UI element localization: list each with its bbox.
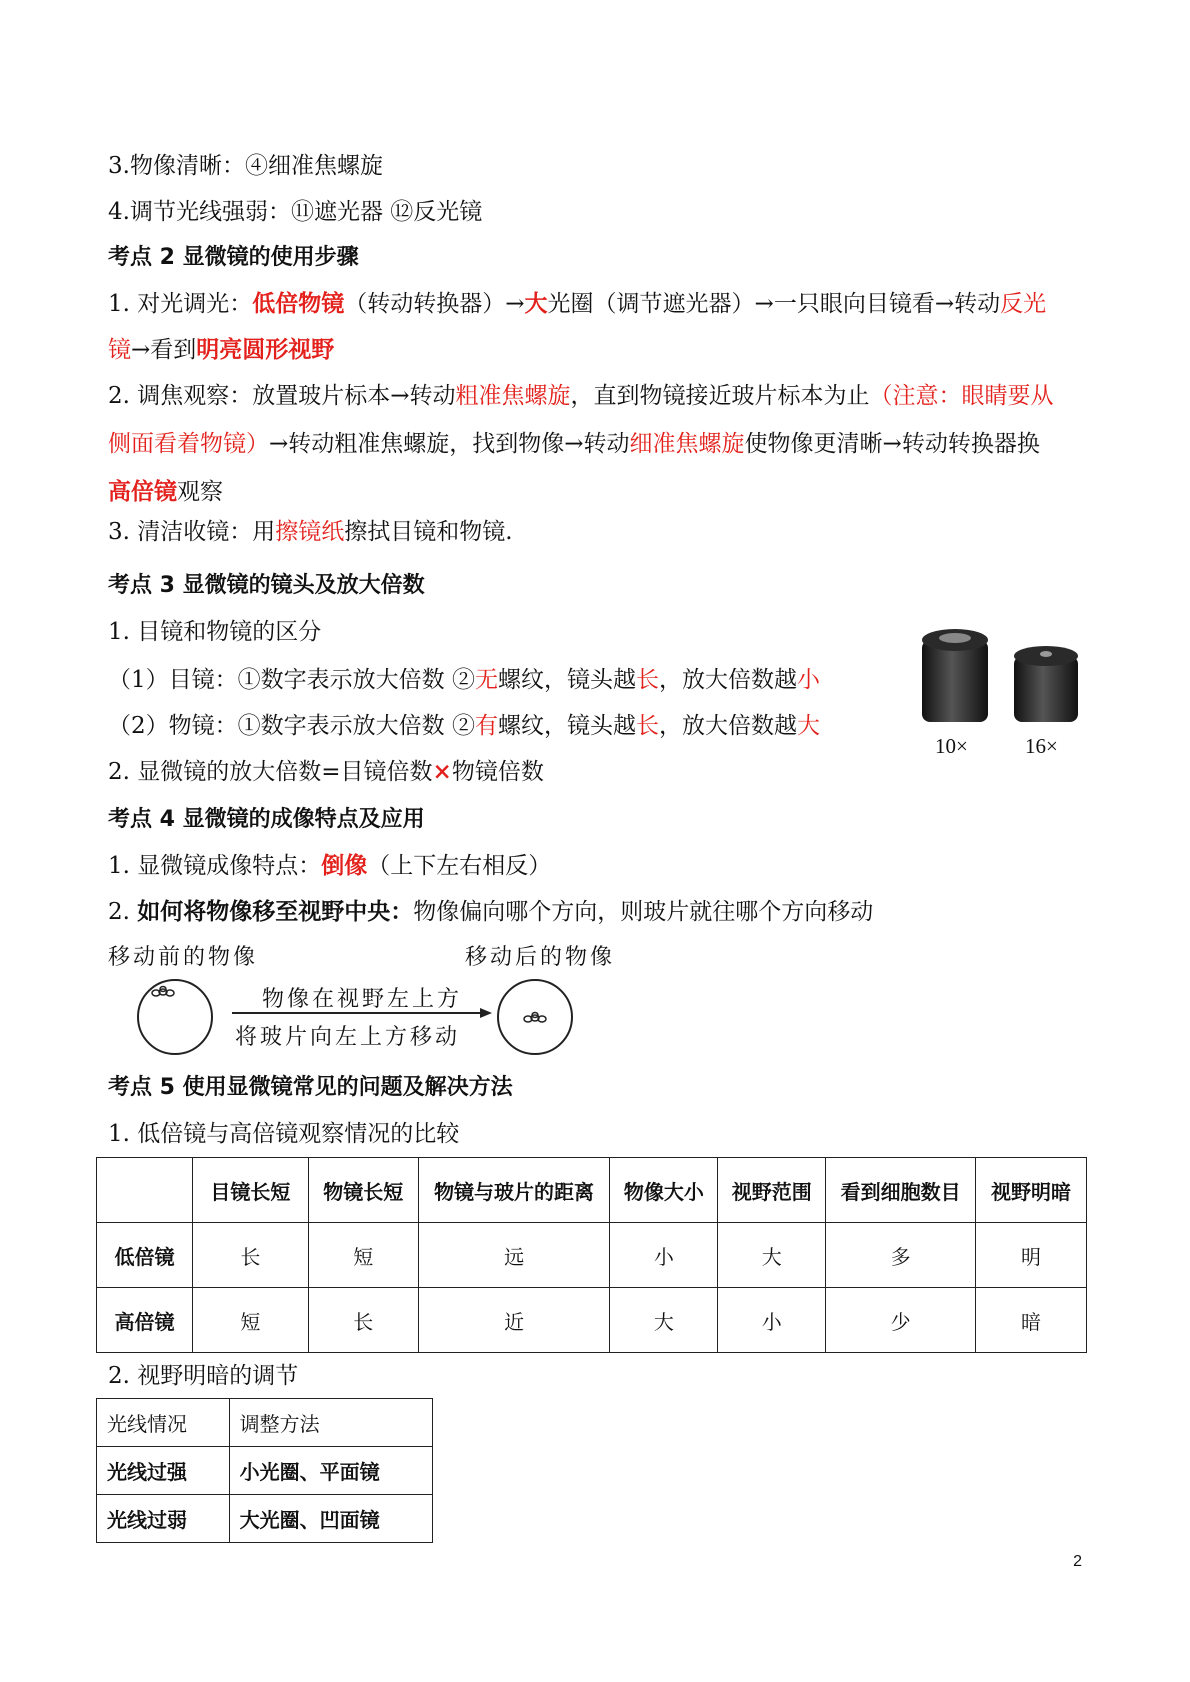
sec3-magnification: [108, 756, 544, 788]
highlight: 长: [635, 713, 659, 739]
table-cell: 远: [418, 1223, 610, 1288]
table-row: [97, 1495, 433, 1543]
text: （1）目镜：①数字表示放大倍数 ②: [108, 667, 475, 693]
text: ，放大倍数越: [658, 713, 797, 739]
sec3-eyepiece: [108, 664, 820, 696]
text: （上下左右相反）: [367, 853, 552, 879]
table-cell: 多: [826, 1223, 976, 1288]
eyepiece-10x-icon: [922, 629, 988, 722]
highlight: 大: [796, 713, 820, 739]
sec3-objective: [108, 710, 820, 742]
table-row: [97, 1223, 1087, 1288]
table-header-cell: 物镜长短: [308, 1158, 418, 1223]
line-light-adjust: 4.调节光线强弱：⑪遮光器 ⑫反光镜: [108, 199, 483, 225]
row-header: 高倍镜: [97, 1288, 193, 1353]
arrow-label-bottom: 将玻片向左上方移动: [235, 1025, 461, 1050]
text: 2.: [108, 899, 138, 925]
table-cell: 长: [308, 1288, 418, 1353]
highlight: 大: [524, 290, 548, 317]
table-cell: 光线过弱: [97, 1495, 230, 1543]
sec2-step2-end: [108, 476, 223, 508]
text: ，放大倍数越: [658, 667, 797, 693]
table-header-cell: 物像大小: [610, 1158, 718, 1223]
sec2-step2: [108, 380, 1054, 412]
highlight: 擦镜纸: [275, 519, 345, 545]
section5-title: 考点 5 使用显微镜常见的问题及解决方法: [108, 1075, 513, 1100]
table-cell: 大: [610, 1288, 718, 1353]
sec5-line2: 2. 视野明暗的调节: [108, 1363, 299, 1389]
lens-label-16x: 16×: [1025, 734, 1058, 758]
brightness-adjust-table: [96, 1398, 433, 1543]
highlight: 高倍镜: [108, 478, 177, 505]
text: 物镜倍数: [451, 759, 544, 785]
highlight: 明亮圆形视野: [196, 336, 335, 363]
table-cell: 短: [308, 1223, 418, 1288]
highlight: 细准焦螺旋: [629, 431, 745, 457]
table-row: [97, 1288, 1087, 1353]
table-header-cell: 目镜长短: [192, 1158, 308, 1223]
highlight: 侧面看着物镜）: [108, 431, 269, 457]
label-after: 移动后的物像: [465, 945, 616, 970]
table-cell: 大光圈、凹面镜: [229, 1495, 432, 1543]
highlight: 无: [474, 667, 498, 693]
arrow-label-top: 物像在视野左上方: [262, 987, 463, 1012]
table-cell: 近: [418, 1288, 610, 1353]
text: 光圈（调节遮光器）→一只眼向目镜看→转动: [547, 291, 1001, 317]
highlight: 长: [635, 667, 659, 693]
table-header-row: [97, 1158, 1087, 1223]
table-cell: 小: [610, 1223, 718, 1288]
text: 物像偏向哪个方向，则玻片就往哪个方向移动: [413, 899, 874, 925]
table-cell: 少: [826, 1288, 976, 1353]
multiply-sign: ×: [432, 758, 452, 785]
text: （转动转换器）→: [344, 291, 525, 317]
text: 2. 显微镜的放大倍数=目镜倍数: [108, 759, 433, 785]
eyepiece-16x-icon: [1014, 646, 1078, 722]
table-header-cell: 视野范围: [718, 1158, 826, 1223]
table-cell: 暗: [976, 1288, 1087, 1353]
sec4-line1: [108, 850, 551, 882]
text: →看到: [131, 337, 197, 363]
row-header: 低倍镜: [97, 1223, 193, 1288]
table-row: [97, 1447, 433, 1495]
table-header-cell: 调整方法: [229, 1399, 432, 1447]
table-cell: 长: [192, 1223, 308, 1288]
table-header-cell: 视野明暗: [976, 1158, 1087, 1223]
text: ，直到物镜接近玻片标本为止: [570, 383, 870, 409]
sec2-step2-cont: [108, 428, 1040, 460]
highlight: 低倍物镜: [252, 290, 345, 317]
text: 观察: [177, 479, 223, 505]
text: →转动粗准焦螺旋，找到物像→转动: [269, 431, 630, 457]
sec3-line1: 1. 目镜和物镜的区分: [108, 619, 322, 645]
highlight: （注意：眼睛要从: [869, 383, 1054, 409]
text: 1. 显微镜成像特点：: [108, 853, 322, 879]
text: （2）物镜：①数字表示放大倍数 ②: [108, 713, 475, 739]
field-before-icon: [138, 980, 212, 1054]
highlight: 有: [474, 713, 498, 739]
highlight: 倒像: [321, 852, 368, 879]
table-cell: 明: [976, 1223, 1087, 1288]
highlight: 反光: [1000, 291, 1047, 317]
highlight: 小: [796, 667, 820, 693]
table-cell: 光线过强: [97, 1447, 230, 1495]
table-cell: 大: [718, 1223, 826, 1288]
label-before: 移动前的物像: [108, 945, 259, 970]
section4-title: 考点 4 显微镜的成像特点及应用: [108, 807, 425, 832]
text: 螺纹，镜头越: [497, 713, 636, 739]
text: 使物像更清晰→转动转换器换: [744, 431, 1040, 457]
section2-title: 考点 2 显微镜的使用步骤: [108, 245, 359, 270]
lens-label-10x: 10×: [935, 734, 968, 758]
text: 2. 调焦观察：放置玻片标本→转动: [108, 383, 456, 409]
text: 3. 清洁收镜：用: [108, 519, 276, 545]
line-fine-focus: 3.物像清晰：④细准焦螺旋: [108, 153, 383, 179]
highlight: 粗准焦螺旋: [455, 383, 571, 409]
table-header-row: [97, 1399, 433, 1447]
text: 擦拭目镜和物镜.: [344, 519, 513, 545]
page-number: 2: [1073, 1553, 1082, 1570]
text: 螺纹，镜头越: [497, 667, 636, 693]
sec5-line1: 1. 低倍镜与高倍镜观察情况的比较: [108, 1121, 460, 1147]
sec4-line2: [108, 896, 873, 928]
table-header-cell: 看到细胞数目: [826, 1158, 976, 1223]
field-after-icon: [498, 980, 572, 1054]
sec2-step1-cont: [108, 334, 334, 366]
bold-text: 如何将物像移至视野中央：: [137, 899, 414, 925]
sec2-step1: [108, 288, 1046, 320]
table-cell: 小光圈、平面镜: [229, 1447, 432, 1495]
highlight: 镜: [108, 337, 131, 363]
table-cell: 短: [192, 1288, 308, 1353]
table-cell: 小: [718, 1288, 826, 1353]
section3-title: 考点 3 显微镜的镜头及放大倍数: [108, 573, 425, 598]
text: 1. 对光调光：: [108, 291, 253, 317]
sec2-step3: [108, 516, 513, 548]
magnification-compare-table: [96, 1157, 1087, 1353]
table-header-cell: 物镜与玻片的距离: [418, 1158, 610, 1223]
table-header-cell: 光线情况: [97, 1399, 230, 1447]
table-header-cell: [97, 1158, 193, 1223]
